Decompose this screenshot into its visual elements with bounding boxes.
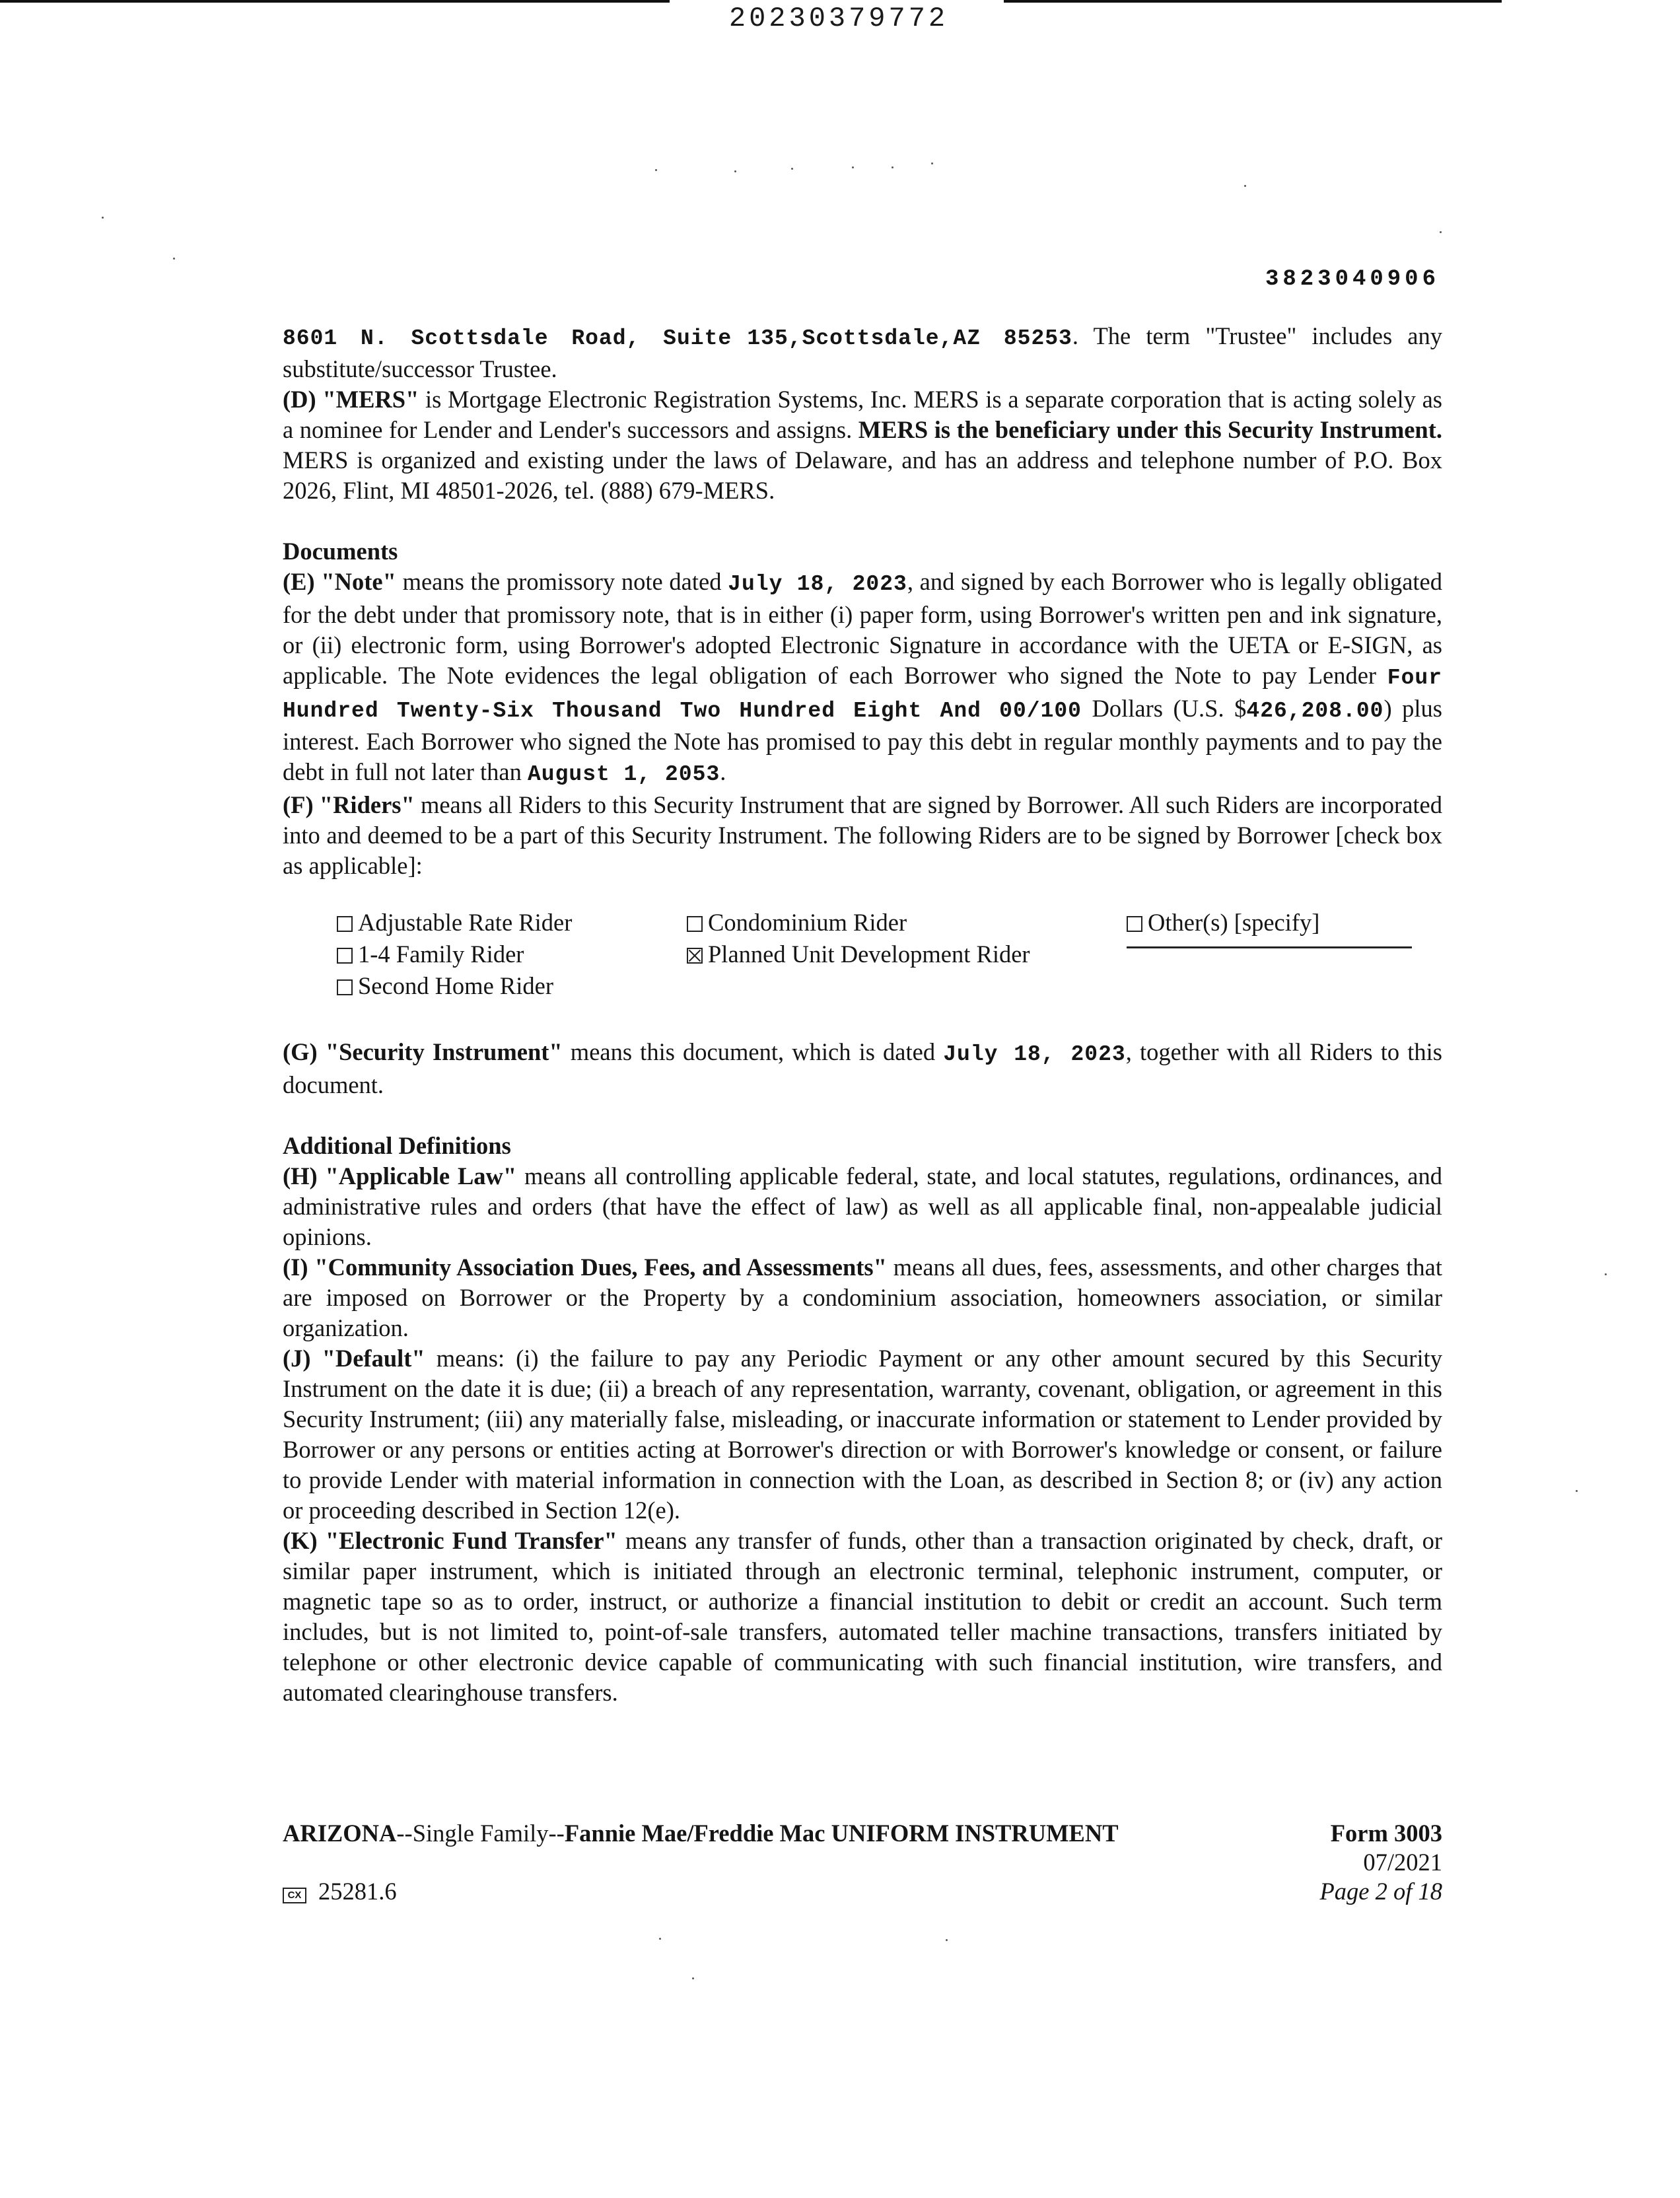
- security-instrument-text: means this document, which is dated: [562, 1038, 944, 1065]
- security-instrument-label: (G) "Security Instrument": [283, 1038, 563, 1065]
- scan-speck: [734, 170, 736, 172]
- mers-text: is Mortgage Electronic Registration Systems, Inc. MERS is a separate corporation that is acting solely as a nominee for Lender and Lender's successors and assigns.: [283, 386, 1442, 443]
- loan-amount-words: Four Hundred Twenty-Six Thousand Two Hundred Eight And 00/100: [283, 666, 1442, 723]
- rider-label: Second Home Rider: [358, 972, 553, 999]
- trustee-address: 8601 N. Scottsdale Road, Suite: [283, 326, 732, 351]
- default-definition: [283, 1343, 1442, 1526]
- rider-planned-unit-development: [687, 939, 1030, 970]
- mers-definition: [283, 384, 1442, 506]
- community-association-definition: [283, 1252, 1442, 1343]
- checkbox-icon[interactable]: [337, 979, 353, 995]
- rider-other: [1127, 907, 1319, 938]
- eft-label: (K) "Electronic Fund Transfer": [283, 1527, 617, 1554]
- loan-amount: 426,208.00: [1246, 699, 1384, 723]
- scan-speck: [852, 166, 854, 168]
- additional-definitions-heading-text: Additional Definitions: [283, 1132, 511, 1159]
- rider-label: Condominium Rider: [708, 909, 907, 936]
- scan-speck: [655, 169, 657, 171]
- scan-speck: [892, 166, 893, 168]
- scan-speck: [173, 258, 175, 260]
- scan-speck: [692, 1977, 694, 1979]
- note-text: Dollars (U.S. $: [1081, 695, 1247, 722]
- checkbox-icon[interactable]: [687, 916, 703, 932]
- mers-beneficiary-statement: MERS is the beneficiary under this Security Instrument.: [858, 416, 1443, 443]
- applicable-law-definition: [283, 1161, 1442, 1252]
- note-label: (E) "Note": [283, 568, 396, 595]
- documents-heading-text: Documents: [283, 538, 398, 565]
- riders-label: (F) "Riders": [283, 791, 415, 818]
- riders-text: means all Riders to this Security Instrument that are signed by Borrower. All such Riders are incorporated into and deemed to be a part of this Security Instrument. The following Riders are to be signed by Borrower [check box as applicable]:: [283, 791, 1442, 879]
- trustee-suite: 135,: [747, 326, 802, 351]
- default-label: (J) "Default": [283, 1345, 425, 1372]
- trustee-state-zip: AZ 85253: [953, 326, 1072, 351]
- riders-definition: [283, 790, 1442, 881]
- trustee-city: Scottsdale,: [802, 326, 954, 351]
- checkbox-icon[interactable]: [1127, 916, 1142, 932]
- mers-address-text: MERS is organized and existing under the laws of Delaware, and has an address and telephone number of P.O. Box 2026, Flint, MI 48501-2026, tel. (888) 679-MERS.: [283, 446, 1442, 504]
- rider-label: Planned Unit Development Rider: [708, 940, 1030, 968]
- applicable-law-text: means all controlling applicable federal, state, and local statutes, regulations, ordinances, and administrative rules and orders (that have the effect of law) as well as all applicable final, non-appealable judicial opinions.: [283, 1162, 1442, 1250]
- security-instrument-text: , together with all Riders to this document.: [283, 1038, 1442, 1098]
- scan-speck: [1244, 185, 1246, 187]
- checkbox-icon[interactable]: [337, 948, 353, 964]
- page-number: Page 2 of 18: [1319, 1878, 1442, 1905]
- mers-label: (D) "MERS": [283, 386, 419, 413]
- note-text: means the promissory note dated: [396, 568, 728, 595]
- rider-1-4-family: [337, 939, 524, 970]
- footer-single-family: --Single Family--: [396, 1820, 565, 1847]
- document-body: [283, 321, 1442, 1708]
- footer-agencies: Fannie Mae/Freddie Mac UNIFORM INSTRUMENT: [564, 1820, 1119, 1847]
- note-text: .: [720, 758, 726, 785]
- security-instrument-date: July 18, 2023: [943, 1042, 1126, 1067]
- footer-state: ARIZONA: [283, 1820, 397, 1847]
- applicable-law-label: (H) "Applicable Law": [283, 1162, 517, 1189]
- rider-label: Other(s) [specify]: [1148, 909, 1320, 936]
- form-date: 07/2021: [1363, 1849, 1442, 1876]
- form-code-number: 25281.6: [318, 1878, 397, 1905]
- note-date: July 18, 2023: [728, 572, 907, 596]
- rider-adjustable-rate: [337, 907, 572, 938]
- rider-label: Adjustable Rate Rider: [358, 909, 573, 936]
- checkbox-icon[interactable]: [337, 916, 353, 932]
- riders-checklist: [283, 907, 1442, 1037]
- documents-heading: [283, 536, 1442, 567]
- trustee-rest: . The term "Trustee" includes any substitute/successor Trustee.: [283, 322, 1442, 382]
- form-info: [1319, 1819, 1442, 1906]
- community-association-text: means all dues, fees, assessments, and other charges that are imposed on Borrower or the Property by a condominium association, homeowners association, or similar organization.: [283, 1254, 1442, 1341]
- default-text: means: (i) the failure to pay any Periodic Payment or any other amount secured by this Security Instrument on the date it is due; (ii) a breach of any representation, warranty, covenant, obligation, or agreement in this Security Instrument; (iii) any materially false, misleading, or inaccurate information or statement to Lender provided by Borrower or any persons or entities acting at Borrower's direction or with Borrower's knowledge or consent, or failure to provide Lender with material information in connection with the Loan, as described in Section 8; or (iv) any action or proceeding described in Section 12(e).: [283, 1345, 1442, 1524]
- form-number: Form 3003: [1330, 1820, 1442, 1847]
- form-title: [283, 1819, 1119, 1848]
- note-text: , and signed by each Borrower who is legally obligated for the debt under that promissory note, that is in either (i) paper form, using Borrower's written pen and ink signature, or (ii) electronic form, using Borrower's adopted Electronic Signature in accordance with the UETA or E-SIGN, as applicable. The Note evidences the legal obligation of each Borrower who signed the Note to pay Lender: [283, 568, 1442, 689]
- loan-number: 3823040906: [1265, 267, 1440, 292]
- trustee-clause: [283, 321, 1442, 384]
- eft-text: means any transfer of funds, other than a transaction originated by check, draft, or similar paper instrument, which is initiated through an electronic terminal, telephonic instrument, computer, or magnetic tape so as to order, instruct, or authorize a financial institution to debit or credit an account. Such term includes, but is not limited to, point-of-sale transfers, automated teller machine transactions, transfers initiated by telephone or other electronic device capable of communicating with such financial institution, wire transfers, and automated clearinghouse transfers.: [283, 1527, 1442, 1706]
- other-rider-specify-line[interactable]: [1127, 946, 1412, 948]
- scan-speck: [791, 168, 793, 170]
- cx-logo-icon: CX: [283, 1888, 306, 1903]
- scan-speck: [1440, 231, 1442, 233]
- scan-speck: [946, 1939, 948, 1941]
- note-definition: [283, 567, 1442, 790]
- electronic-fund-transfer-definition: [283, 1526, 1442, 1708]
- scan-speck: [102, 217, 104, 219]
- community-association-label: (I) "Community Association Dues, Fees, and Assessments": [283, 1254, 887, 1281]
- scan-edge-right: [1004, 0, 1502, 3]
- scan-edge-left: [0, 0, 670, 3]
- scan-speck: [1605, 1273, 1607, 1275]
- form-code: [283, 1877, 397, 1906]
- rider-condominium: [687, 907, 907, 938]
- scan-speck: [931, 162, 933, 164]
- scan-speck: [659, 1938, 661, 1940]
- checked-checkbox-icon[interactable]: [687, 948, 703, 964]
- maturity-date: August 1, 2053: [528, 762, 720, 787]
- security-instrument-definition: [283, 1037, 1442, 1100]
- note-text: ) plus interest. Each Borrower who signed the Note has promised to pay this debt in regular monthly payments and to pay the debt in full not later than: [283, 695, 1443, 785]
- additional-definitions-heading: [283, 1131, 1442, 1161]
- rider-label: 1-4 Family Rider: [358, 940, 524, 968]
- recording-number: 20230379772: [728, 3, 949, 34]
- rider-second-home: [337, 971, 553, 1001]
- scan-speck: [1576, 1490, 1578, 1492]
